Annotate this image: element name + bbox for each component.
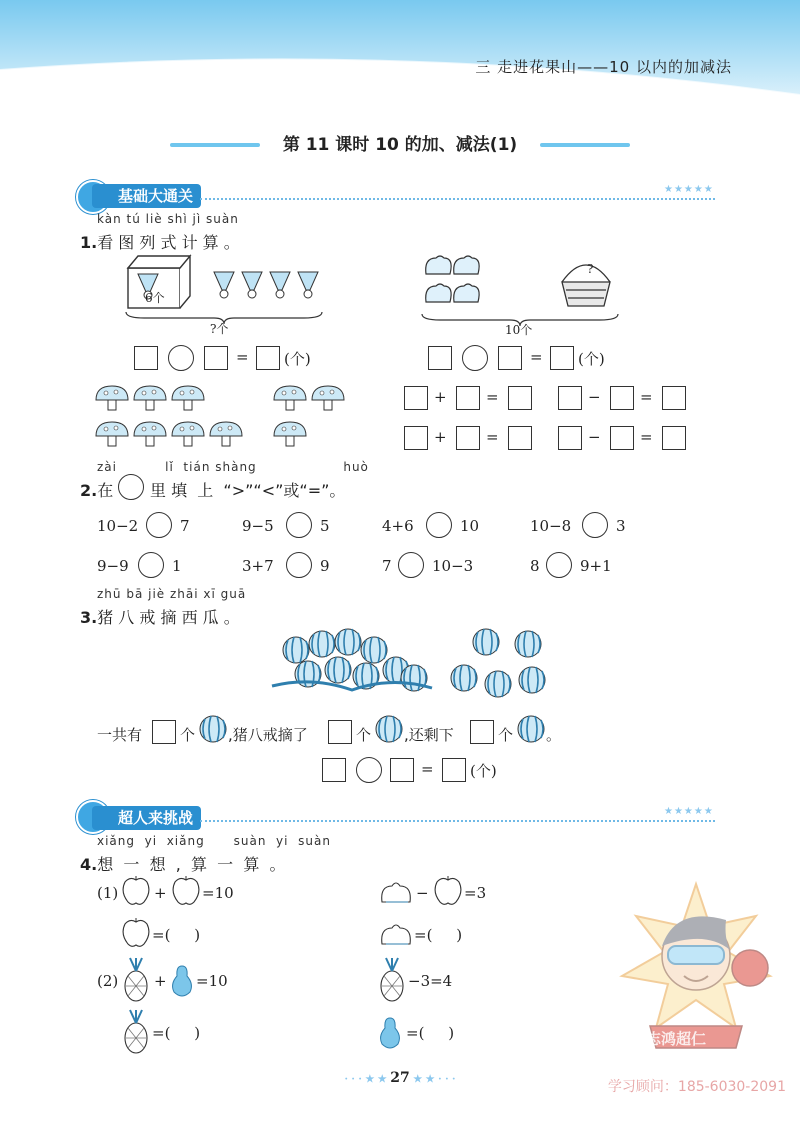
operator-circle[interactable] — [168, 345, 194, 371]
answer-box[interactable] — [456, 386, 480, 410]
equals-sign: = — [486, 388, 499, 406]
equals-sign: = — [640, 428, 653, 446]
unit-label: (个) — [578, 350, 605, 368]
equation-text: =10 — [196, 972, 228, 990]
compare-circle[interactable] — [286, 552, 312, 578]
answer-box[interactable] — [456, 426, 480, 450]
compare-right: 10−3 — [432, 557, 474, 575]
equation-text: =3 — [464, 884, 487, 902]
q2-prompt: 2.在 — [80, 481, 114, 500]
footer-stars-icon: ★ ★ · · · — [409, 1074, 456, 1085]
answer-box[interactable] — [508, 386, 532, 410]
q2-pinyin: zài lǐ tián shàng huò — [97, 460, 369, 474]
box-count-label: 6个 — [145, 291, 165, 305]
section-label-challenge: 超人来挑战 — [92, 806, 201, 830]
equals-sign: = — [530, 348, 543, 366]
unit-label: (个) — [284, 350, 311, 368]
answer-box[interactable] — [404, 426, 428, 450]
compare-circle[interactable] — [546, 552, 572, 578]
plus-sign: + — [434, 428, 447, 446]
section-label-basic: 基础大通关 — [92, 184, 201, 208]
compare-circle[interactable] — [398, 552, 424, 578]
compare-circle[interactable] — [138, 552, 164, 578]
compare-circle[interactable] — [146, 512, 172, 538]
pear-icon — [378, 1014, 404, 1054]
answer-box[interactable] — [134, 346, 158, 370]
plus-sign: + — [434, 388, 447, 406]
answer-box[interactable] — [404, 386, 428, 410]
footer-stars-icon: · · · ★ ★ — [344, 1074, 391, 1085]
sentence-part: 一共有 — [97, 726, 143, 744]
compare-right: 9 — [320, 557, 330, 575]
consult-contact: 学习顾问：185-6030-2091 — [607, 1079, 786, 1095]
pear-icon — [170, 962, 196, 1002]
compare-circle[interactable] — [286, 512, 312, 538]
compare-left: 8 — [530, 557, 540, 575]
sentence-part: 个 — [180, 726, 196, 744]
sentence-part: ,还剩下 — [404, 726, 454, 744]
answer-box[interactable] — [558, 426, 582, 450]
equation-answer[interactable]: =( ) — [414, 926, 463, 944]
sentence-part: 。 — [546, 726, 562, 744]
answer-box[interactable] — [442, 758, 466, 782]
watermelon-picture — [272, 626, 552, 702]
compare-left: 10−2 — [97, 517, 139, 535]
remaining-watermelons-icon — [451, 629, 545, 697]
prompt-circle-icon — [118, 474, 144, 500]
answer-box[interactable] — [328, 720, 352, 744]
compare-left: 3+7 — [242, 557, 274, 575]
q3-prompt: 3.猪 八 戒 摘 西 瓜 。 — [80, 608, 240, 627]
plus-sign: + — [154, 884, 167, 902]
answer-box[interactable] — [498, 346, 522, 370]
equation-answer[interactable]: =( ) — [152, 926, 201, 944]
watermelon-icon — [516, 714, 546, 744]
apple-icon — [122, 918, 152, 950]
minus-sign: − — [588, 388, 601, 406]
sentence-part: 个 — [356, 726, 372, 744]
equation-text: −3=4 — [408, 972, 453, 990]
mushroom-icons — [96, 386, 344, 446]
answer-box[interactable] — [204, 346, 228, 370]
answer-box[interactable] — [390, 758, 414, 782]
chapter-title: 三 走进花果山——10 以内的加减法 — [475, 58, 732, 76]
unit-label: (个) — [470, 762, 497, 780]
apple-icon — [122, 876, 152, 908]
peach-icons — [426, 256, 479, 302]
watermelon-icon — [198, 714, 228, 744]
basket-unknown-label: ? — [587, 262, 594, 276]
compare-right: 5 — [320, 517, 330, 535]
compare-right: 7 — [180, 517, 190, 535]
compare-left: 10−8 — [530, 517, 572, 535]
answer-box[interactable] — [662, 426, 686, 450]
equation-text: =10 — [202, 884, 234, 902]
sentence-part: 个 — [498, 726, 514, 744]
answer-box[interactable] — [610, 386, 634, 410]
operator-circle[interactable] — [462, 345, 488, 371]
section-divider — [200, 820, 715, 822]
answer-box[interactable] — [610, 426, 634, 450]
operator-circle[interactable] — [356, 757, 382, 783]
q4-pinyin: xiǎng yi xiǎng suàn yi suàn — [97, 834, 331, 848]
section-stars-icon: ★★★★★ — [664, 184, 714, 195]
part-label: (2) — [97, 972, 119, 990]
section-divider — [200, 198, 715, 200]
minus-sign: − — [588, 428, 601, 446]
answer-box[interactable] — [550, 346, 574, 370]
compare-left: 7 — [382, 557, 392, 575]
equals-sign: = — [236, 348, 249, 366]
compare-left: 4+6 — [382, 517, 414, 535]
total-unknown-label: ?个 — [210, 322, 229, 336]
section-stars-icon: ★★★★★ — [664, 806, 714, 817]
sentence-part: ,猪八戒摘了 — [228, 726, 308, 744]
compare-circle[interactable] — [426, 512, 452, 538]
answer-box[interactable] — [558, 386, 582, 410]
q1-pinyin: kàn tú liè shì jì suàn — [97, 212, 239, 226]
apple-icon — [434, 876, 464, 908]
basket-icon — [562, 265, 610, 306]
answer-box[interactable] — [152, 720, 176, 744]
answer-box[interactable] — [256, 346, 280, 370]
total-ten-label: 10个 — [505, 323, 533, 337]
q2-prompt-rest: 里 填 上 “>”“<”或“=”。 — [150, 481, 346, 500]
q3-pinyin: zhū bā jiè zhāi xī guā — [97, 587, 247, 601]
picked-watermelons-icon — [272, 629, 432, 691]
equals-sign: = — [421, 760, 434, 778]
shuttlecock-icons — [214, 272, 318, 298]
answer-box[interactable] — [428, 346, 452, 370]
answer-box[interactable] — [662, 386, 686, 410]
pineapple-icon — [124, 958, 150, 1004]
compare-circle[interactable] — [582, 512, 608, 538]
compare-left: 9−5 — [242, 517, 274, 535]
answer-box[interactable] — [322, 758, 346, 782]
equals-sign: = — [640, 388, 653, 406]
equation-answer[interactable]: =( ) — [152, 1024, 201, 1042]
q1-prompt: 1.看 图 列 式 计 算 。 — [80, 233, 240, 252]
part-label: (1) — [97, 884, 119, 902]
pineapple-icon — [124, 1010, 150, 1056]
answer-box[interactable] — [508, 426, 532, 450]
lesson-title: 第 11 课时 10 的加、减法(1) — [282, 135, 518, 155]
page-number: · · · ★ ★ 27 ★ ★ · · · — [344, 1070, 456, 1086]
q4-prompt: 4.想 一 想 , 算 一 算 。 — [80, 855, 286, 874]
peach-icon — [380, 880, 414, 906]
compare-right: 3 — [616, 517, 626, 535]
pineapple-icon — [380, 958, 406, 1004]
mascot-label: 志鸿超仁 — [646, 1030, 707, 1048]
equals-sign: = — [486, 428, 499, 446]
watermelon-icon — [374, 714, 404, 744]
compare-right: 10 — [460, 517, 480, 535]
equation-answer[interactable]: =( ) — [406, 1024, 455, 1042]
answer-box[interactable] — [470, 720, 494, 744]
apple-icon — [172, 876, 202, 908]
compare-right: 1 — [172, 557, 182, 575]
mushroom-picture — [94, 384, 354, 456]
compare-left: 9−9 — [97, 557, 129, 575]
plus-sign: + — [154, 972, 167, 990]
compare-right: 9+1 — [580, 557, 612, 575]
minus-sign: − — [416, 884, 429, 902]
peach-icon — [380, 922, 414, 948]
